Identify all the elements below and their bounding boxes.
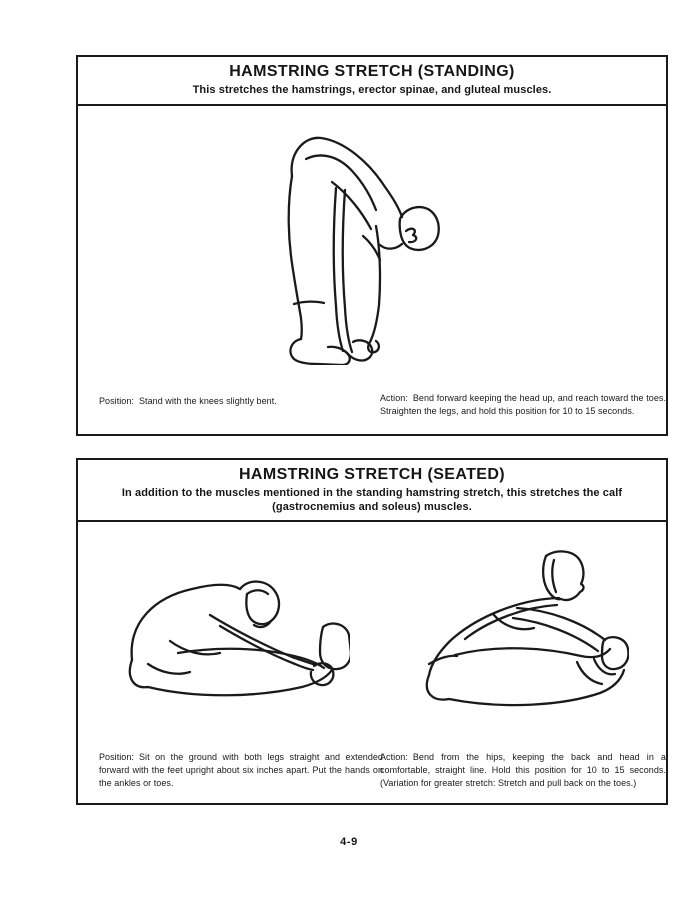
standing-position-label: Position:	[99, 396, 134, 406]
seated-head-up-figure	[399, 547, 629, 707]
standing-position-caption	[99, 395, 359, 408]
seated-action-caption	[380, 751, 666, 790]
standing-subtitle: This stretches the hamstrings, erector spinae, and gluteal muscles.	[192, 84, 552, 96]
seated-subtitle: In addition to the muscles mentioned in the standing hamstring stretch, this stretches the calf (gastrocnemius and soleus) muscles.	[121, 487, 623, 513]
seated-position-caption	[99, 751, 383, 790]
seated-action-label: Action:	[380, 752, 408, 762]
seated-position-text: Sit on the ground with both legs straight and extended forward with the feet upright about six inches apart. Put the hands on the ankles or toes.	[99, 752, 383, 788]
seated-position-label: Position:	[99, 752, 134, 762]
standing-position-text: Stand with the knees slightly bent.	[138, 396, 277, 406]
standing-forward-bend-drawing	[272, 130, 442, 365]
standing-panel-header	[78, 57, 666, 106]
seated-head-down-drawing	[120, 563, 350, 708]
seated-panel-header	[78, 460, 666, 522]
standing-title: HAMSTRING STRETCH (STANDING)	[229, 63, 515, 80]
standing-action-caption	[380, 392, 666, 418]
standing-forward-bend-figure	[272, 130, 442, 365]
seated-title: HAMSTRING STRETCH (SEATED)	[238, 466, 506, 483]
seated-head-down-figure	[120, 563, 350, 708]
standing-stretch-panel	[76, 55, 668, 436]
seated-stretch-panel	[76, 458, 668, 805]
standing-action-label: Action:	[380, 393, 408, 403]
seated-head-up-drawing	[399, 547, 629, 707]
page-number: 4-9	[340, 836, 358, 848]
seated-action-text: Bend from the hips, keeping the back and head in a comfortable, straight line. Hold this position for 10 to 15 seconds. (Variation for greater stretch: Stretch and pull back on the toes.)	[380, 752, 666, 788]
standing-action-text: Bend forward keeping the head up, and reach toward the toes. Straighten the legs, and hold this position for 10 to 15 seconds.	[380, 393, 666, 416]
